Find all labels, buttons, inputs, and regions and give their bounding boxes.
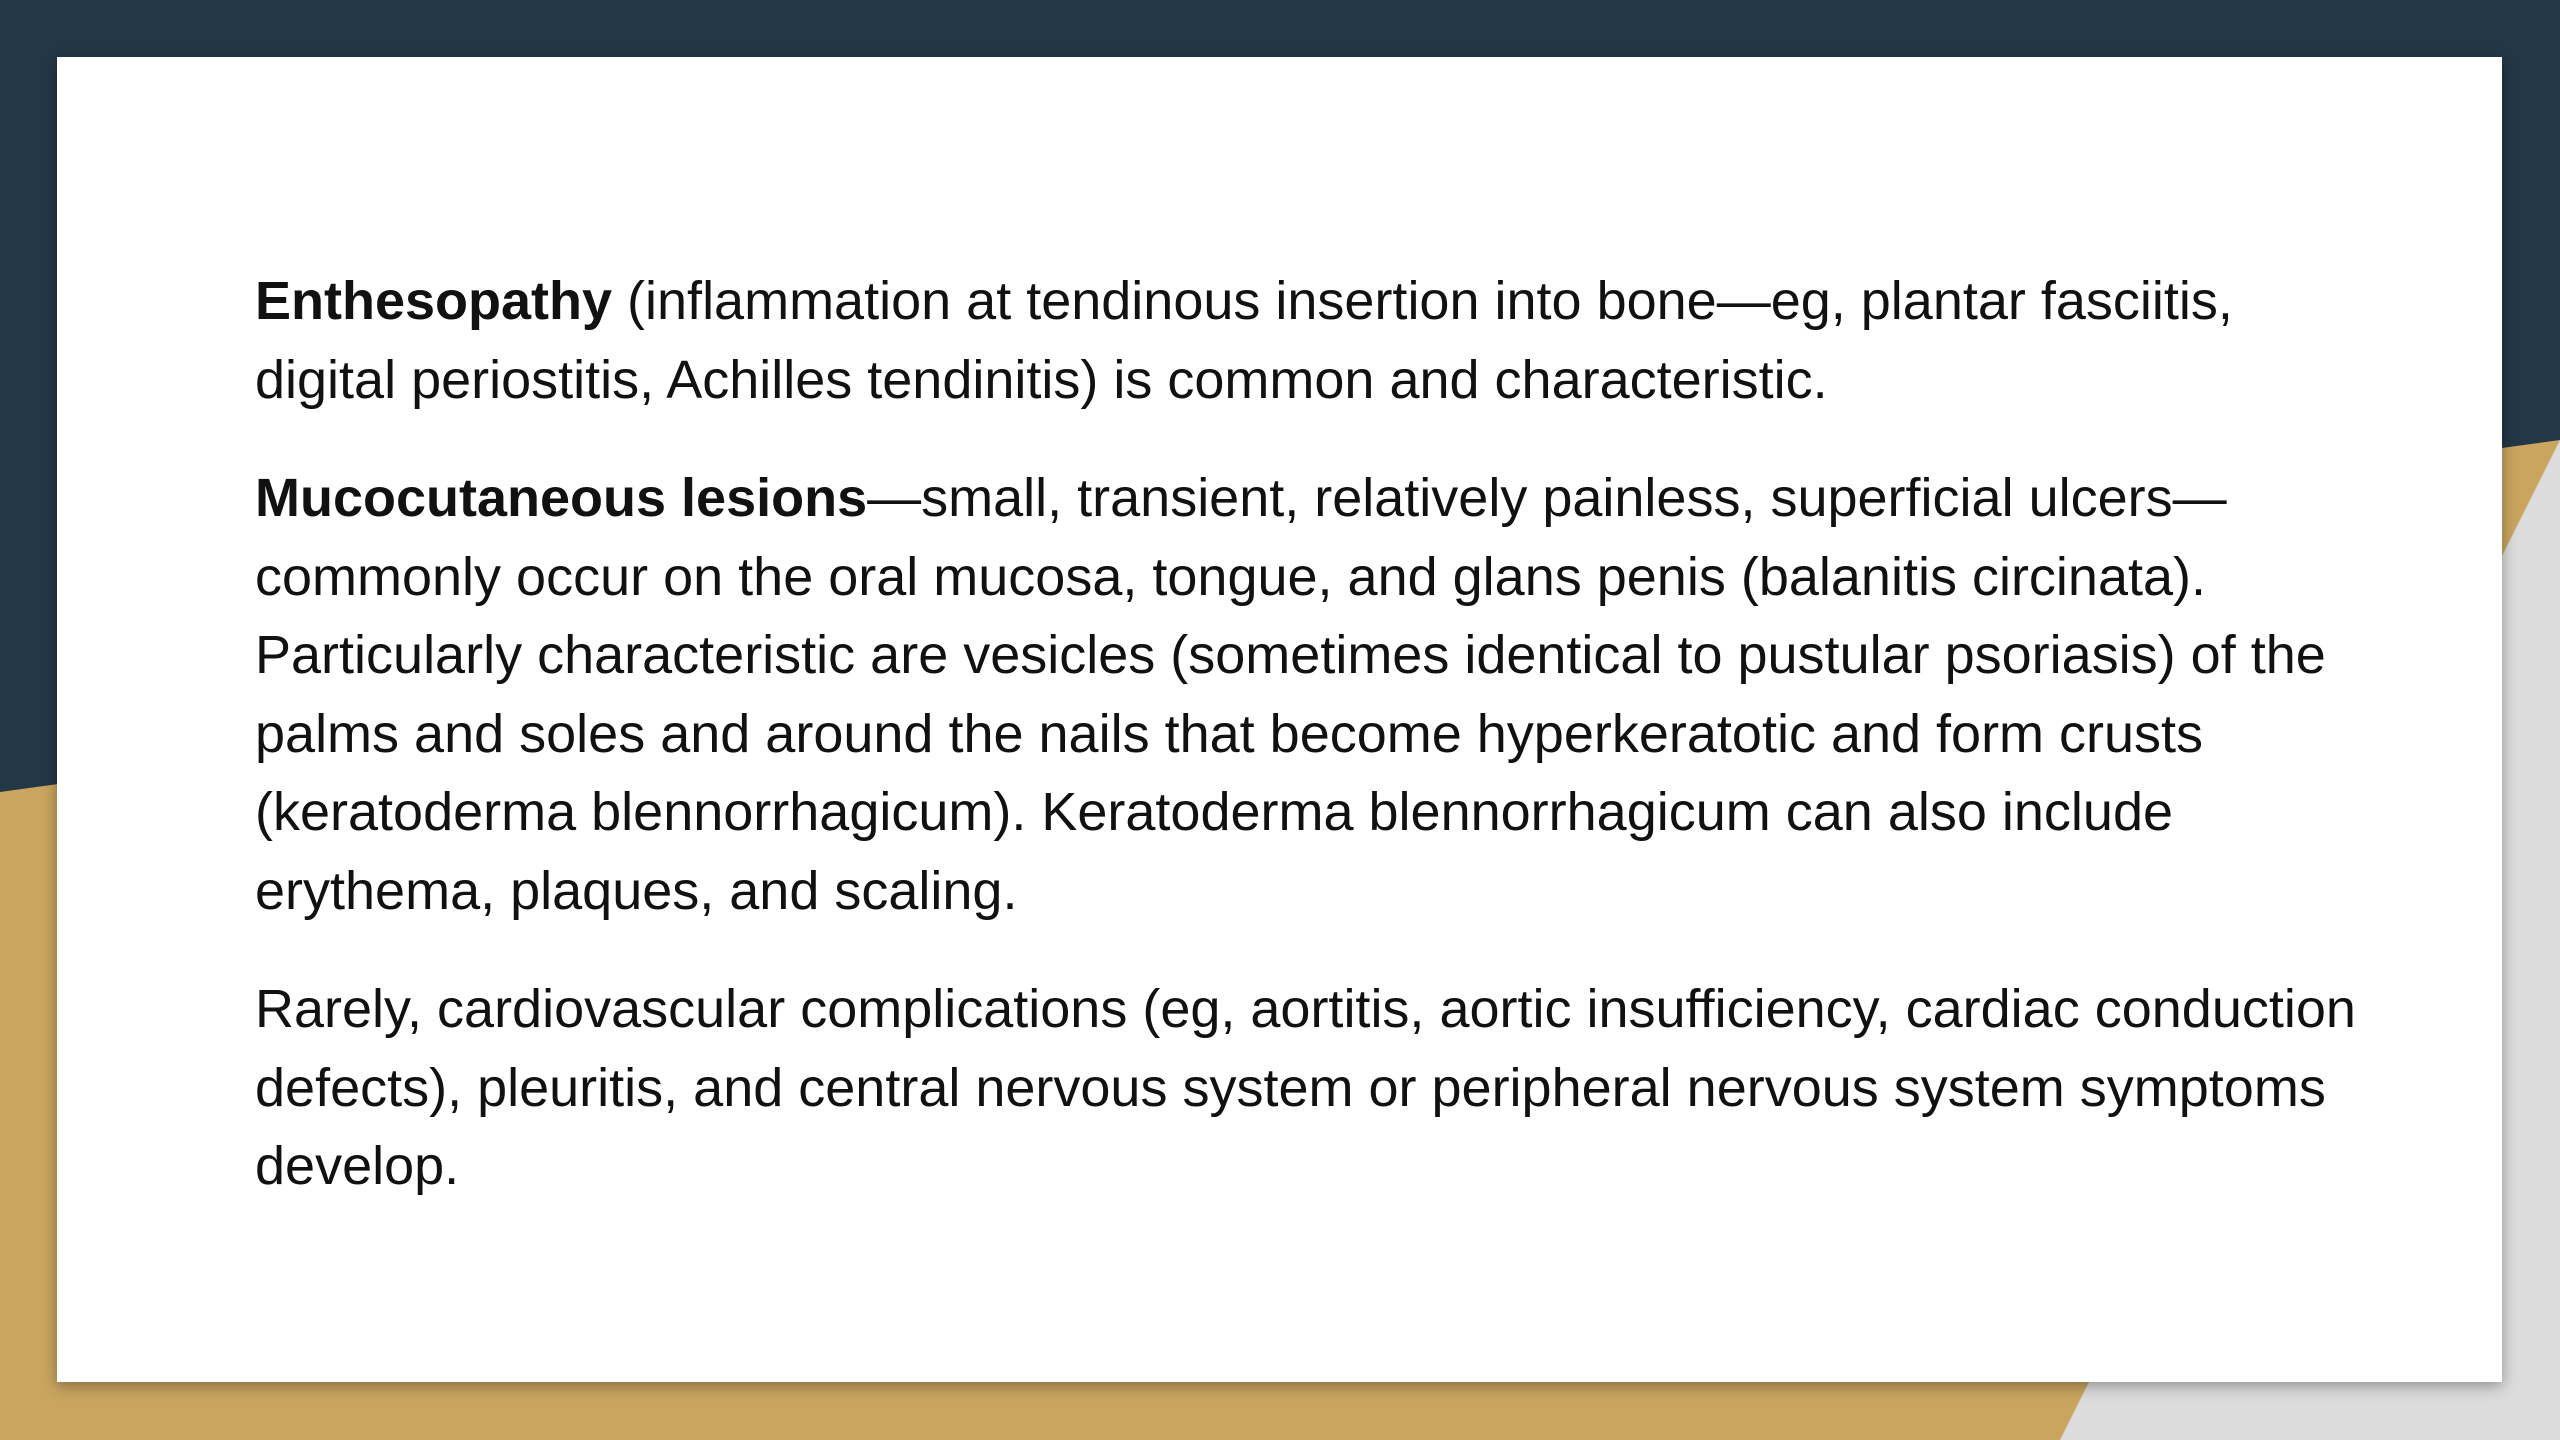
- paragraph-enthesopathy: [255, 262, 2375, 419]
- paragraph-text: (inflammation at tendinous insertion into bone—eg, plantar fasciitis, digital periostitis, Achilles tendinitis) is common and characteristic.: [255, 271, 2233, 410]
- paragraph-text: —small, transient, relatively painless, superficial ulcers—commonly occur on the oral mucosa, tongue, and glans penis (balanitis circinata). Particularly characteristic are vesicles (sometimes identical to pustular psoriasis) of the palms and soles and around the nails that become hyperkeratotic and form crusts (keratoderma blennorrhagicum). Keratoderma blennorrhagicum can also include erythema, plaques, and scaling.: [255, 468, 2326, 921]
- paragraph-complications: [255, 970, 2375, 1206]
- slide-content: [255, 262, 2375, 1246]
- paragraph-text: Rarely, cardiovascular complications (eg, aortitis, aortic insufficiency, cardiac conduction defects), pleuritis, and central nervous system or peripheral nervous system symptoms develop.: [255, 979, 2356, 1196]
- paragraph-term: Mucocutaneous lesions: [255, 468, 868, 528]
- paragraph-term: Enthesopathy: [255, 271, 613, 331]
- paragraph-mucocutaneous-lesions: [255, 459, 2375, 930]
- slide-card: [57, 57, 2502, 1382]
